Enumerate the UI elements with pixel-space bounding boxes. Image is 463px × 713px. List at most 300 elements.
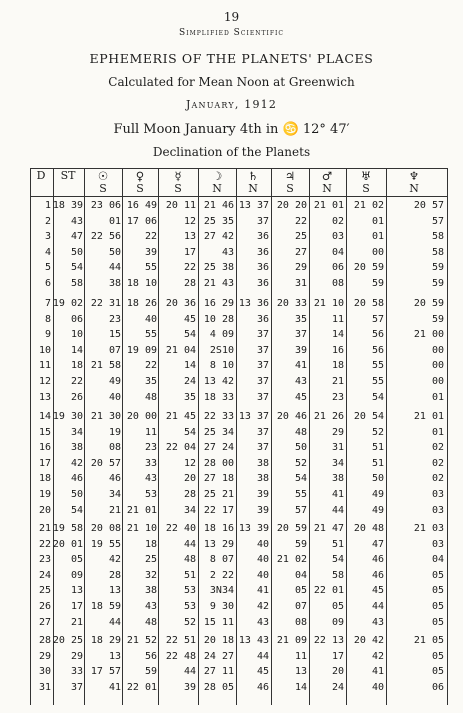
table-cell: 36 — [256, 313, 269, 325]
table-cell: 14 — [294, 681, 307, 693]
table-cell: 50 — [70, 489, 83, 500]
table-cell: 21 04 — [165, 344, 196, 356]
table-cell: 46 — [70, 473, 83, 485]
table-cell: 8 10 — [209, 360, 234, 372]
column-symbol: ♄ — [247, 169, 259, 183]
table-cell: 21 47 — [313, 523, 344, 534]
table-cell: 54 — [331, 554, 344, 566]
section-title: Declination of the Planets — [152, 145, 311, 159]
table-cell: 40 — [371, 681, 384, 693]
table-cell: 27 42 — [203, 231, 234, 243]
table-cell: 29 — [294, 262, 307, 274]
table-cell: 41 — [294, 360, 307, 372]
table-cell: 01 — [371, 215, 384, 227]
table-cell: 15 — [38, 426, 51, 438]
table-cell: 20 25 — [52, 635, 83, 646]
table-cell: 23 — [38, 554, 51, 566]
table-cell: 49 — [371, 489, 384, 500]
table-cell: 28 — [38, 635, 51, 646]
table-cell: 16 — [331, 344, 344, 356]
table-cell: 37 — [294, 329, 307, 341]
table-cell: 01 — [431, 391, 444, 403]
table-cell: 22 01 — [126, 681, 157, 693]
table-cell: 48 — [144, 616, 157, 628]
table-cell: 20 59 — [276, 523, 307, 534]
table-cell: 54 — [294, 473, 307, 485]
column-symbol: ☿ — [174, 169, 182, 183]
table-cell: 58 — [431, 231, 444, 243]
table-cell: 05 — [431, 650, 444, 662]
table-cell: 13 — [183, 231, 196, 243]
table-cell: 12 — [38, 376, 51, 387]
table-cell: 40 — [256, 569, 269, 581]
table-cell: 19 58 — [52, 523, 83, 534]
table-cell: 51 — [331, 538, 344, 550]
table-cell: 20 20 — [276, 200, 307, 211]
table-cell: 50 — [371, 473, 384, 485]
table-cell: 5 — [44, 262, 51, 274]
table-cell: 05 — [70, 554, 83, 566]
table-cell: 55 — [371, 376, 384, 387]
table-cell: 00 — [371, 246, 384, 258]
table-cell: 20 11 — [165, 200, 196, 211]
table-cell: 38 — [70, 442, 83, 454]
table-cell: 46 — [371, 569, 384, 581]
table-cell: 12 — [183, 457, 196, 469]
table-cell: 38 — [256, 473, 269, 485]
table-cell: 20 57 — [90, 457, 121, 469]
table-cell: 13 29 — [203, 538, 234, 550]
table-cell: 34 — [70, 426, 83, 438]
table-cell: 43 — [144, 473, 157, 485]
column-symbol: ♂ — [321, 169, 333, 183]
table-cell: 25 38 — [203, 262, 234, 274]
table-cell: 20 18 — [203, 635, 234, 646]
table-cell: 42 — [70, 457, 83, 469]
table-cell: 28 — [108, 569, 121, 581]
table-cell: 19 30 — [52, 411, 83, 422]
table-cell: 15 11 — [203, 616, 234, 628]
table-cell: 14 — [38, 411, 51, 422]
column-symbol: ☉ — [97, 169, 109, 183]
table-cell: 53 — [144, 489, 157, 500]
table-cell: 17 — [70, 601, 83, 612]
table-cell: 22 04 — [165, 442, 196, 454]
table-cell: 25 — [294, 231, 307, 243]
table-cell: 17 57 — [90, 666, 121, 678]
table-cell: 02 — [331, 215, 344, 227]
table-cell: 18 16 — [203, 523, 234, 534]
table-cell: 54 — [183, 329, 196, 341]
table-cell: 28 00 — [203, 457, 234, 469]
table-cell: 37 — [256, 344, 269, 356]
table-cell: 42 — [371, 650, 384, 662]
table-cell: 20 33 — [276, 298, 307, 309]
table-cell: 59 — [294, 538, 307, 550]
table-cell: 2S10 — [209, 344, 234, 356]
table-cell: 39 — [256, 489, 269, 500]
table-cell: 12 — [183, 215, 196, 227]
table-cell: 48 — [144, 391, 157, 403]
table-cell: 47 — [371, 538, 384, 550]
table-cell: 55 — [144, 329, 157, 341]
table-cell: 20 — [183, 473, 196, 485]
table-cell: 07 — [108, 344, 121, 356]
table-cell: 06 — [331, 262, 344, 274]
table-cell: 8 — [44, 313, 51, 325]
table-cell: 54 — [70, 504, 83, 516]
table-cell: 59 — [431, 262, 444, 274]
table-cell: 19 02 — [52, 298, 83, 309]
table-cell: 18 39 — [52, 200, 83, 211]
table-cell: 33 — [70, 666, 83, 678]
table-cell: 10 28 — [203, 313, 234, 325]
table-cell: 45 — [294, 391, 307, 403]
table-cell: 21 02 — [276, 554, 307, 566]
table-cell: 20 — [38, 504, 51, 516]
table-cell: 41 — [108, 681, 121, 693]
table-cell: 3 — [44, 231, 51, 243]
table-cell: 18 10 — [126, 278, 157, 289]
table-cell: 00 — [431, 376, 444, 387]
table-cell: 50 — [70, 246, 83, 258]
table-cell: 52 — [183, 616, 196, 628]
table-cell: 1 — [44, 200, 51, 211]
table-cell: 35 — [294, 313, 307, 325]
table-cell: 20 54 — [353, 411, 384, 422]
page-number: 19 — [223, 10, 240, 24]
table-cell: 56 — [371, 329, 384, 341]
table-cell: 44 — [371, 601, 384, 612]
table-cell: 26 — [38, 601, 51, 612]
table-cell: 36 — [256, 231, 269, 243]
table-cell: 16 49 — [126, 200, 157, 211]
table-cell: 43 — [221, 246, 234, 258]
table-cell: 53 — [183, 601, 196, 612]
table-cell: 04 — [294, 569, 307, 581]
table-cell: 54 — [183, 426, 196, 438]
table-cell: 56 — [144, 650, 157, 662]
table-cell: 11 — [144, 426, 157, 438]
table-cell: 22 — [38, 538, 51, 550]
table-cell: 21 10 — [126, 523, 157, 534]
column-symbol: D — [36, 169, 46, 182]
table-cell: 07 — [294, 601, 307, 612]
table-cell: 21 43 — [203, 278, 234, 289]
table-cell: 22 40 — [165, 523, 196, 534]
table-cell: 55 — [371, 360, 384, 372]
table-cell: 05 — [431, 569, 444, 581]
table-cell: 20 59 — [413, 298, 444, 309]
table-cell: 50 — [294, 442, 307, 454]
table-cell: 05 — [431, 601, 444, 612]
table-cell: 25 — [38, 585, 51, 597]
table-cell: 54 — [70, 262, 83, 274]
table-cell: 19 — [38, 489, 51, 500]
table-cell: 19 — [108, 426, 121, 438]
table-cell: 18 59 — [90, 601, 121, 612]
table-cell: 2 — [44, 215, 51, 227]
table-cell: 38 — [256, 457, 269, 469]
table-cell: 25 — [144, 554, 157, 566]
table-cell: 21 10 — [313, 298, 344, 309]
table-cell: 21 — [331, 376, 344, 387]
column-direction: N — [409, 182, 419, 195]
table-cell: 23 — [108, 313, 121, 325]
table-cell: 2 22 — [209, 569, 234, 581]
table-cell: 05 — [331, 601, 344, 612]
table-cell: 17 — [38, 457, 51, 469]
table-cell: 36 — [256, 246, 269, 258]
column-direction: N — [322, 182, 332, 195]
table-cell: 41 — [331, 489, 344, 500]
table-cell: 45 — [371, 585, 384, 597]
table-cell: 39 — [144, 246, 157, 258]
table-cell: 06 — [431, 681, 444, 693]
table-cell: 21 09 — [276, 635, 307, 646]
month-label: January, 1912 — [185, 98, 278, 111]
table-cell: 57 — [294, 504, 307, 516]
table-cell: 40 — [256, 538, 269, 550]
table-cell: 24 — [331, 681, 344, 693]
table-cell: 19 09 — [126, 344, 157, 356]
table-cell: 20 00 — [126, 411, 157, 422]
table-cell: 22 — [144, 231, 157, 243]
table-cell: 57 — [431, 215, 444, 227]
table-cell: 22 31 — [90, 298, 121, 309]
table-cell: 24 — [38, 569, 51, 581]
table-cell: 22 51 — [165, 635, 196, 646]
table-cell: 46 — [256, 681, 269, 693]
page-title: EPHEMERIS OF THE PLANETS' PLACES — [89, 51, 374, 66]
table-cell: 13 42 — [203, 376, 234, 387]
table-cell: 37 — [256, 215, 269, 227]
table-cell: 4 — [44, 246, 51, 258]
table-cell: 7 — [44, 298, 51, 309]
table-cell: 32 — [144, 569, 157, 581]
table-cell: 45 — [256, 666, 269, 678]
table-cell: 21 03 — [413, 523, 444, 534]
table-cell: 58 — [331, 569, 344, 581]
table-cell: 13 39 — [238, 523, 269, 534]
table-cell: 38 — [331, 473, 344, 485]
table-cell: 13 — [108, 650, 121, 662]
table-cell: 21 58 — [90, 360, 121, 372]
column-symbol: ST — [60, 169, 76, 182]
table-cell: 28 05 — [203, 681, 234, 693]
table-cell: 6 — [44, 278, 51, 289]
table-cell: 33 — [144, 457, 157, 469]
table-cell: 43 — [371, 616, 384, 628]
column-direction: N — [212, 182, 222, 195]
table-cell: 02 — [431, 442, 444, 454]
table-cell: 16 — [38, 442, 51, 454]
table-cell: 59 — [371, 278, 384, 289]
table-cell: 25 34 — [203, 426, 234, 438]
table-cell: 17 06 — [126, 215, 157, 227]
table-cell: 21 45 — [165, 411, 196, 422]
table-cell: 51 — [371, 442, 384, 454]
table-cell: 44 — [108, 616, 121, 628]
table-cell: 22 — [183, 262, 196, 274]
table-cell: 55 — [294, 489, 307, 500]
table-cell: 35 — [183, 391, 196, 403]
table-cell: 14 — [70, 344, 83, 356]
table-cell: 47 — [70, 231, 83, 243]
table-cell: 46 — [108, 473, 121, 485]
table-cell: 18 — [331, 360, 344, 372]
table-cell: 03 — [431, 504, 444, 516]
table-cell: 40 — [108, 391, 121, 403]
table-cell: 10 — [70, 329, 83, 341]
table-cell: 13 37 — [238, 200, 269, 211]
table-cell: 27 — [38, 616, 51, 628]
table-cell: 11 — [331, 313, 344, 325]
column-direction: S — [136, 182, 144, 195]
table-cell: 20 48 — [353, 523, 384, 534]
calculation-note: Calculated for Mean Noon at Greenwich — [108, 75, 355, 89]
table-cell: 59 — [431, 313, 444, 325]
table-cell: 13 — [108, 585, 121, 597]
table-cell: 36 — [256, 278, 269, 289]
table-cell: 21 01 — [126, 504, 157, 516]
table-cell: 13 — [70, 585, 83, 597]
table-cell: 05 — [431, 585, 444, 597]
table-cell: 42 — [108, 554, 121, 566]
table-cell: 59 — [431, 278, 444, 289]
table-cell: 41 — [256, 585, 269, 597]
table-cell: 20 57 — [413, 200, 444, 211]
table-cell: 17 — [331, 650, 344, 662]
table-cell: 21 01 — [413, 411, 444, 422]
table-cell: 8 07 — [209, 554, 234, 566]
table-cell: 16 29 — [203, 298, 234, 309]
table-cell: 37 — [256, 329, 269, 341]
table-cell: 55 — [144, 262, 157, 274]
table-cell: 24 27 — [203, 650, 234, 662]
table-cell: 30 — [38, 666, 51, 678]
table-cell: 59 — [144, 666, 157, 678]
table-cell: 38 — [108, 278, 121, 289]
table-cell: 22 — [294, 215, 307, 227]
table-cell: 40 — [256, 554, 269, 566]
table-cell: 18 26 — [126, 298, 157, 309]
table-cell: 01 — [371, 231, 384, 243]
table-cell: 43 — [256, 616, 269, 628]
table-cell: 21 02 — [353, 200, 384, 211]
table-cell: 20 59 — [353, 262, 384, 274]
table-cell: 21 — [70, 616, 83, 628]
table-cell: 13 — [38, 391, 51, 403]
table-cell: 20 36 — [165, 298, 196, 309]
table-cell: 10 — [38, 344, 51, 356]
table-cell: 20 — [331, 666, 344, 678]
table-cell: 21 01 — [313, 200, 344, 211]
table-cell: 49 — [371, 504, 384, 516]
table-cell: 37 — [256, 442, 269, 454]
table-cell: 58 — [70, 278, 83, 289]
table-cell: 05 — [431, 666, 444, 678]
table-cell: 37 — [256, 391, 269, 403]
table-cell: 54 — [371, 391, 384, 403]
table-cell: 39 — [256, 504, 269, 516]
table-cell: 37 — [256, 360, 269, 372]
table-cell: 21 30 — [90, 411, 121, 422]
table-cell: 42 — [256, 601, 269, 612]
table-cell: 18 33 — [203, 391, 234, 403]
table-cell: 15 — [108, 329, 121, 341]
table-cell: 22 48 — [165, 650, 196, 662]
table-cell: 34 — [183, 504, 196, 516]
table-cell: 23 — [144, 442, 157, 454]
table-cell: 00 — [431, 360, 444, 372]
column-direction: S — [99, 182, 107, 195]
table-cell: 09 — [70, 569, 83, 581]
table-cell: 44 — [331, 504, 344, 516]
table-cell: 44 — [183, 666, 196, 678]
table-cell: 20 08 — [90, 523, 121, 534]
table-cell: 35 — [144, 376, 157, 387]
table-cell: 01 — [431, 426, 444, 438]
table-cell: 4 09 — [209, 329, 234, 341]
table-cell: 23 06 — [90, 200, 121, 211]
table-cell: 38 — [144, 585, 157, 597]
table-cell: 22 — [70, 376, 83, 387]
table-cell: 14 — [183, 360, 196, 372]
table-header-rule — [30, 196, 447, 197]
table-cell: 58 — [431, 246, 444, 258]
table-cell: 53 — [183, 585, 196, 597]
table-cell: 21 — [38, 523, 51, 534]
table-cell: 56 — [371, 344, 384, 356]
table-cell: 31 — [38, 681, 51, 693]
table-cell: 3N34 — [209, 585, 234, 597]
table-cell: 27 18 — [203, 473, 234, 485]
table-cell: 13 36 — [238, 298, 269, 309]
column-symbol: ♀ — [135, 169, 145, 183]
table-cell: 31 — [294, 278, 307, 289]
table-cell: 22 — [144, 360, 157, 372]
table-cell: 28 — [183, 278, 196, 289]
table-cell: 05 — [294, 585, 307, 597]
table-cell: 22 56 — [90, 231, 121, 243]
table-cell: 08 — [294, 616, 307, 628]
column-direction: S — [286, 182, 294, 195]
table-cell: 09 — [331, 616, 344, 628]
table-cell: 11 — [38, 360, 51, 372]
table-cell: 39 — [183, 681, 196, 693]
column-direction: N — [248, 182, 258, 195]
table-cell: 18 — [144, 538, 157, 550]
table-cell: 03 — [431, 538, 444, 550]
table-cell: 37 — [256, 376, 269, 387]
table-cell: 44 — [108, 262, 121, 274]
table-cell: 18 — [38, 473, 51, 485]
table-cell: 06 — [70, 313, 83, 325]
table-cell: 02 — [431, 473, 444, 485]
table-cell: 18 — [70, 360, 83, 372]
table-cell: 9 30 — [209, 601, 234, 612]
full-moon-note: Full Moon January 4th in ♋ 12° 47′ — [113, 122, 350, 137]
table-cell: 01 — [108, 215, 121, 227]
table-cell: 51 — [371, 457, 384, 469]
table-cell: 26 — [70, 391, 83, 403]
table-cell: 29 — [331, 426, 344, 438]
table-cell: 37 — [70, 681, 83, 693]
table-cell: 45 — [183, 313, 196, 325]
table-cell: 03 — [431, 489, 444, 500]
table-cell: 52 — [294, 457, 307, 469]
